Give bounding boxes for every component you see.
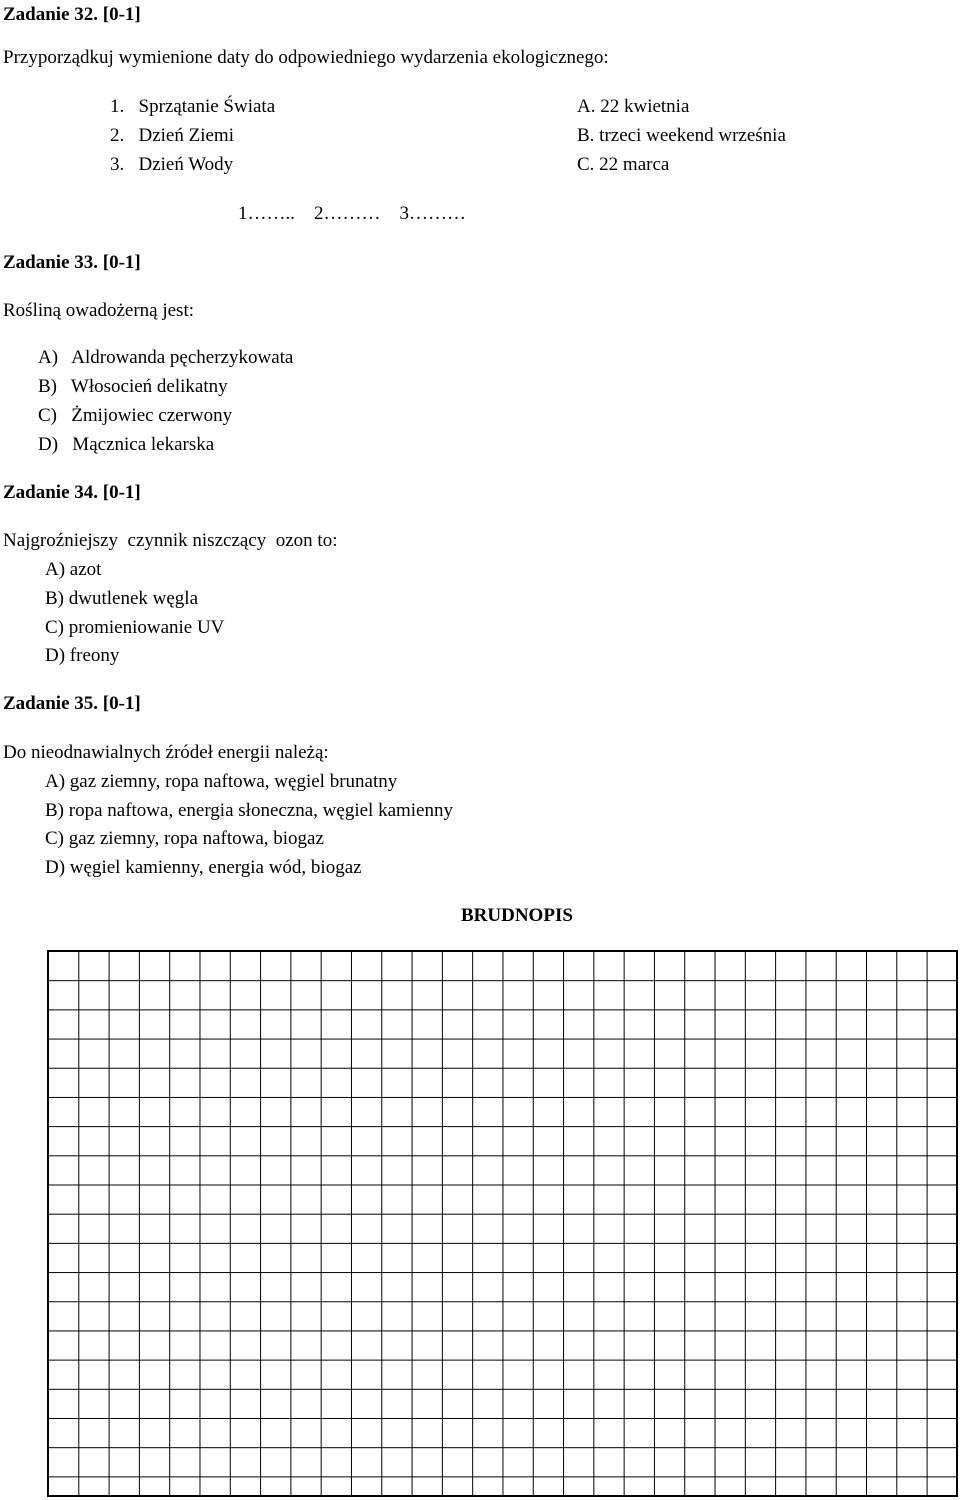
task-34-question: Najgroźniejszy czynnik niszczący ozon to: [3,530,338,551]
task-33-option-a[interactable]: A) Aldrowanda pęcherzykowata [38,347,294,368]
task-34-option-a[interactable]: A) azot [45,559,102,580]
draft-grid[interactable] [47,950,958,1497]
draft-title: BRUDNOPIS [461,905,573,926]
task-35-option-b[interactable]: B) ropa naftowa, energia słoneczna, węgiel kamienny [45,800,453,821]
task-34-option-d[interactable]: D) freony [45,645,120,666]
task-35-option-c[interactable]: C) gaz ziemny, ropa naftowa, biogaz [45,828,324,849]
task-32-question: Przyporządkuj wymienione daty do odpowiedniego wydarzenia ekologicznego: [3,47,609,68]
task-35-option-a[interactable]: A) gaz ziemny, ropa naftowa, węgiel brunatny [45,771,398,792]
task-33-question: Rośliną owadożerną jest: [3,300,195,321]
task-32-answer-line[interactable]: 1…….. 2……… 3……… [238,203,466,224]
task-34-title: Zadanie 34. [0-1] [3,482,141,503]
task-32-event-2: 2. Dzień Ziemi [110,125,234,146]
task-33-option-b[interactable]: B) Włosocień delikatny [38,376,228,397]
task-32-event-1: 1. Sprzątanie Świata [110,96,276,117]
task-33-title: Zadanie 33. [0-1] [3,252,141,273]
task-35-question: Do nieodnawialnych źródeł energii należą: [3,742,329,763]
task-32-title: Zadanie 32. [0-1] [3,4,141,25]
task-32-event-3: 3. Dzień Wody [110,154,234,175]
task-32-date-b: B. trzeci weekend września [577,125,786,146]
task-35-option-d[interactable]: D) węgiel kamienny, energia wód, biogaz [45,857,362,878]
task-33-option-d[interactable]: D) Mącznica lekarska [38,434,215,455]
task-34-option-c[interactable]: C) promieniowanie UV [45,617,225,638]
task-35-title: Zadanie 35. [0-1] [3,693,141,714]
task-34-option-b[interactable]: B) dwutlenek węgla [45,588,199,609]
task-33-option-c[interactable]: C) Żmijowiec czerwony [38,405,233,426]
task-32-date-c: C. 22 marca [577,154,670,175]
task-32-date-a: A. 22 kwietnia [577,96,690,117]
